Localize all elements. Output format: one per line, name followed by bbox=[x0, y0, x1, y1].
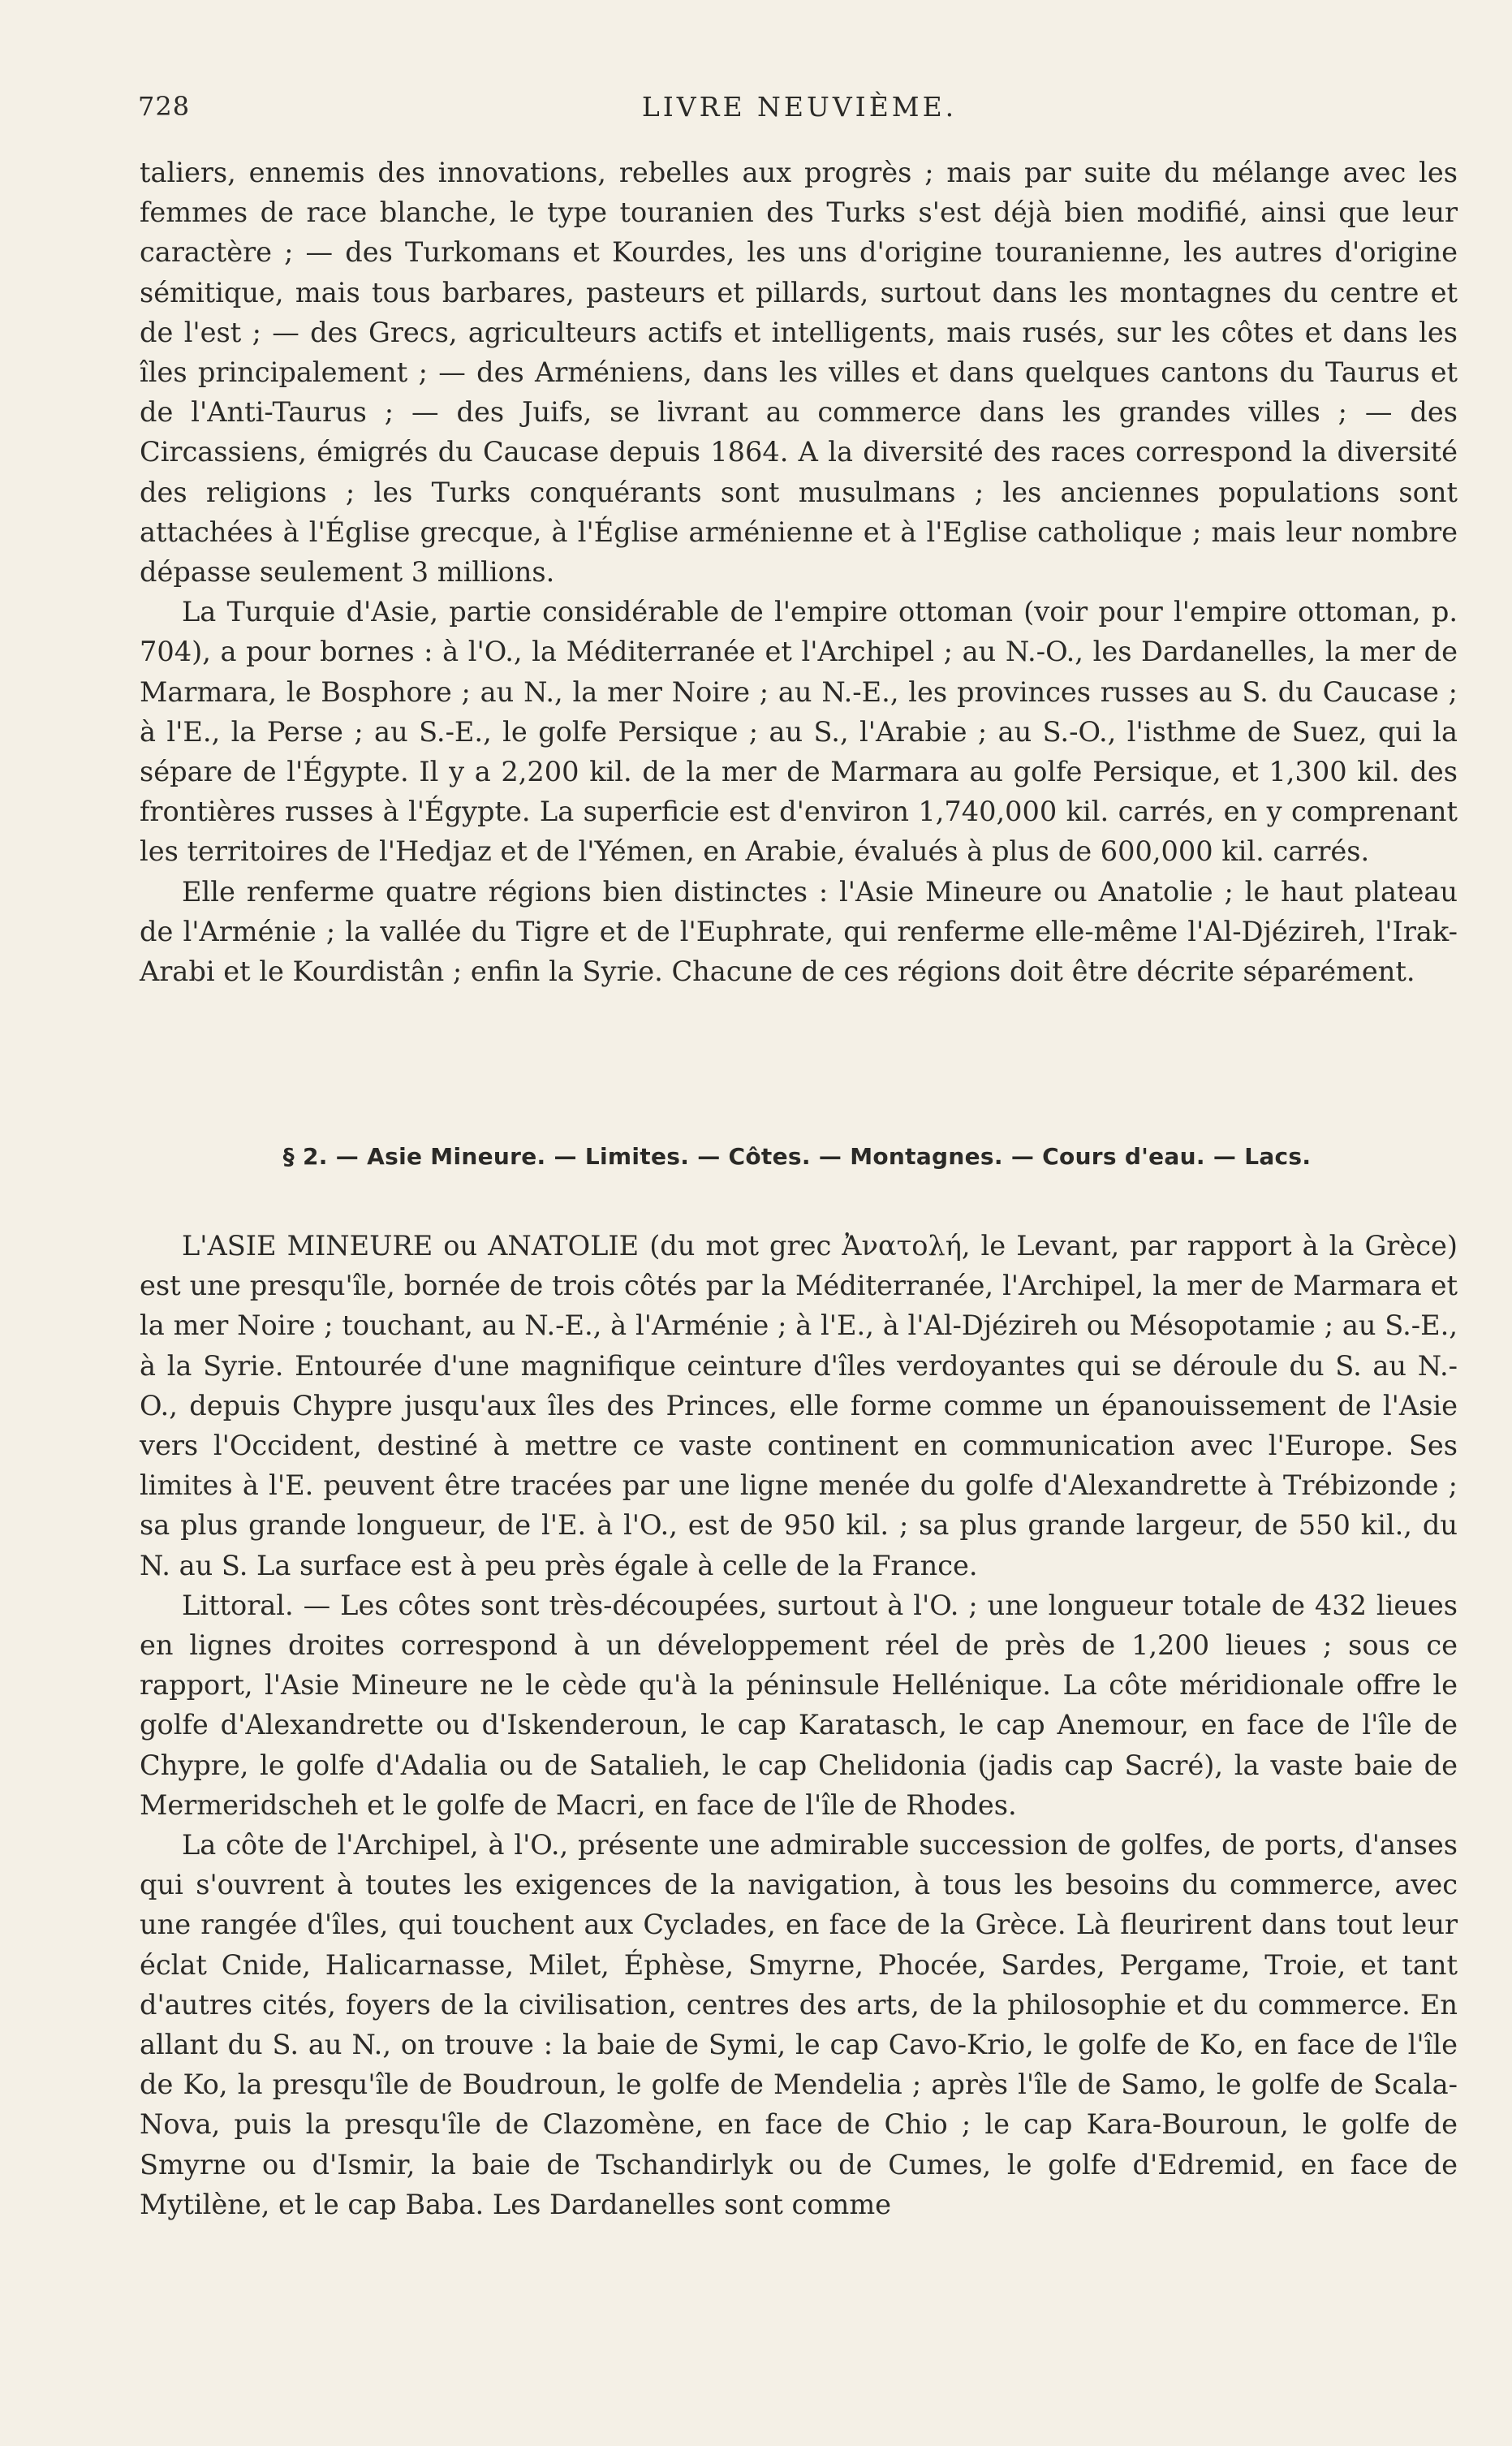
paragraph: Elle renferme quatre régions bien distinctes : l'Asie Mineure ou Anatolie ; le haut plateau de l'Arménie ; la vallée du Tigre et de l'Euphrate, qui renferme elle-même l'Al-Djézireh, l'Irak-Arabi et le Kourdistân ; enfin la Syrie. Chacune de ces régions doit être décrite séparément. bbox=[140, 875, 1458, 988]
section-heading: § 2. — Asie Mineure. — Limites. — Côtes. — Montagnes. — Cours d'eau. — Lacs. bbox=[282, 1143, 1312, 1170]
running-title: LIVRE NEUVIÈME. bbox=[641, 91, 958, 123]
paragraph: La Turquie d'Asie, partie considérable de l'empire ottoman (voir pour l'empire ottoman, p. 704), a pour bornes : à l'O., la Méditerranée et l'Archipel ; au N.-O., les Dardanelles, la mer de Marmara, le Bosphore ; au N., la mer Noire ; au N.-E., les provinces russes au S. du Caucase ; à l'E., la Perse ; au S.-E., le golfe Persique ; au S., l'Arabie ; au S.-O., l'isthme de Suez, qui la sépare de l'Égypte. Il y a 2,200 kil. de la mer de Marmara au golfe Persique, et 1,300 kil. des frontières russes à l'Égypte. La superficie est d'environ 1,740,000 kil. carrés, en y comprenant les territoires de l'Hedjaz et de l'Yémen, en Arabie, évalués à plus de 600,000 kil. carrés. bbox=[140, 596, 1458, 868]
paragraph: L'ASIE MINEURE ou ANATOLIE (du mot grec Ἀνατολή, le Levant, par rapport à la Grèce) est une presqu'île, bornée de trois côtés par la Méditerranée, l'Archipel, la mer de Marmara et la mer Noire ; touchant, au N.-E., à l'Arménie ; à l'E., à l'Al-Djézireh ou Mésopotamie ; au S.-E., à la Syrie. Entourée d'une magnifique ceinture d'îles verdoyantes qui se déroule du S. au N.-O., depuis Chypre jusqu'aux îles des Princes, elle forme comme un épanouissement de l'Asie vers l'Occident, destiné à mettre ce vaste continent en communication avec l'Europe. Ses limites à l'E. peuvent être tracées par une ligne menée du golfe d'Alexandrette à Trébizonde ; sa plus grande longueur, de l'E. à l'O., est de 950 kil. ; sa plus grande largeur, de 550 kil., du N. au S. La surface est à peu près égale à celle de la France. bbox=[140, 1230, 1458, 1581]
paragraph: Littoral. — Les côtes sont très-découpées, surtout à l'O. ; une longueur totale de 432 lieues en lignes droites correspond à un développement réel de près de 1,200 lieues ; sous ce rapport, l'Asie Mineure ne le cède qu'à la péninsule Hellénique. La côte méridionale offre le golfe d'Alexandrette ou d'Iskenderoun, le cap Karatasch, le cap Anemour, en face de l'île de Chypre, le golfe d'Adalia ou de Satalieh, le cap Chelidonia (jadis cap Sacré), la vaste baie de Mermeridscheh et le golfe de Macri, en face de l'île de Rhodes. bbox=[140, 1589, 1458, 1821]
page-header bbox=[138, 91, 1461, 132]
text-block-bottom bbox=[140, 1226, 1458, 2224]
paragraph: La côte de l'Archipel, à l'O., présente une admirable succession de golfes, de ports, d'anses qui s'ouvrent à toutes les exigences de la navigation, à tous les besoins du commerce, avec une rangée d'îles, qui touchent aux Cyclades, en face de la Grèce. Là fleurirent dans tout leur éclat Cnide, Halicarnasse, Milet, Éphèse, Smyrne, Phocée, Sardes, Pergame, Troie, et tant d'autres cités, foyers de la civilisation, centres des arts, de la philosophie et du commerce. En allant du S. au N., on trouve : la baie de Symi, le cap Cavo-Krio, le golfe de Ko, en face de l'île de Ko, la presqu'île de Boudroun, le golfe de Mendelia ; après l'île de Samo, le golfe de Scala-Nova, puis la presqu'île de Clazomène, en face de Chio ; le cap Kara-Bouroun, le golfe de Smyrne ou d'Ismir, la baie de Tschandirlyk ou de Cumes, le golfe d'Edremid, en face de Mytilène, et le cap Baba. Les Dardanelles sont comme bbox=[140, 1829, 1458, 2220]
page-number: 728 bbox=[138, 91, 191, 122]
paragraph: taliers, ennemis des innovations, rebelles aux progrès ; mais par suite du mélange avec les femmes de race blanche, le type touranien des Turks s'est déjà bien modifié, ainsi que leur caractère ; — des Turkomans et Kourdes, les uns d'origine touranienne, les autres d'origine sémitique, mais tous barbares, pasteurs et pillards, surtout dans les montagnes du centre et de l'est ; — des Grecs, agriculteurs actifs et intelligents, mais rusés, sur les côtes et dans les îles principalement ; — des Arméniens, dans les villes et dans quelques cantons du Taurus et de l'Anti-Taurus ; — des Juifs, se livrant au commerce dans les grandes villes ; — des Circassiens, émigrés du Caucase depuis 1864. A la diversité des races correspond la diversité des religions ; les Turks conquérants sont musulmans ; les anciennes populations sont attachées à l'Église grecque, à l'Église arménienne et à l'Eglise catholique ; mais leur nombre dépasse seulement 3 millions. bbox=[140, 157, 1458, 589]
text-block-top bbox=[140, 153, 1458, 991]
